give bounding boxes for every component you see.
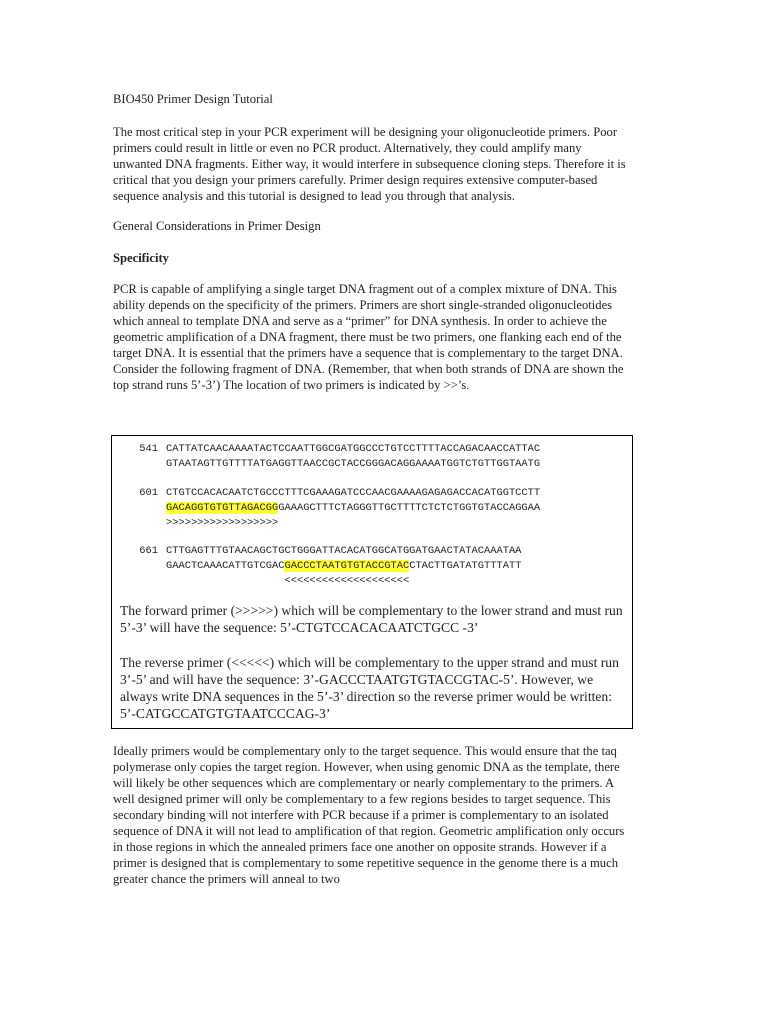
general-considerations-heading: General Considerations in Primer Design [113,219,321,233]
closing-paragraph: Ideally primers would be complementary only to the target sequence. This would ensure that the taq polymerase only copies the target region. However, when using genomic DNA as the template, there will likely be other sequences which are complementary or nearly complementary to the primers. A well designed primer will only be complementary to a few regions besides to target sequence. This secondary binding will not interfere with PCR because if a primer is complementary to an isolated sequence of DNA it will not lead to amplification of that region. Geometric amplification only occurs in those regions in which the annealed primers face one another on opposite strands. However if a primer is designed that is complementary to some repetitive sequence in the genome there is a much greater chance the primers will anneal to two [113,744,625,886]
sequence-bottom-strand [166,501,540,516]
forward-primer-explanation: The forward primer (>>>>>) which will be complementary to the lower strand and must run 5’-3’ will have the sequence: 5’-CTGTCCACACAATCTGCC -3’ [120,603,623,635]
forward-primer-highlight: GACAGGTGTGTTAGACGG [166,502,279,514]
sequence-bottom-strand [166,559,521,574]
reverse-primer-highlight: GACCCTAATGTGTACCGTAC [284,560,410,572]
document-title: BIO450 Primer Design Tutorial [113,92,273,106]
sequence-number: 541 [139,443,158,455]
sequence-top-strand: CATTATCAACAAAATACTCCAATTGGCGATGGCCCTGTCCTTTTACCAGACAACCATTAC [166,443,541,455]
sequence-number: 661 [139,545,158,557]
marker-indent [166,575,284,587]
sequence-bottom-strand-rest: GAAAGCTTTCTAGGGTTGCTTTTCTCTCTGGTGTACCAGGAA [278,502,541,514]
reverse-primer-arrows: <<<<<<<<<<<<<<<<<<<< [284,575,410,587]
specificity-paragraph: PCR is capable of amplifying a single target DNA fragment out of a complex mixture of DNA. This ability depends on the specificity of the primers. Primers are short single-stranded oligonucleotides which anneal to template DNA and serve as a “primer” for DNA synthesis. In order to achieve the geometric amplification of a DNA fragment, there must be two primers, one flanking each end of the target DNA. It is essential that the primers have a sequence that is complementary to the target DNA. Consider the following fragment of DNA. (Remember, that when both strands of DNA are shown the top strand runs 5’-3’) The location of two primers is indicated by >>’s. [113,282,624,392]
intro-paragraph: The most critical step in your PCR experiment will be designing your oligonucleotide primers. Poor primers could result in little or even no PCR product. Alternatively, they could amplify many unwanted DNA fragments. Either way, it would interfere in subsequence cloning steps. Therefore it is critical that you design your primers carefully. Primer design requires extensive computer-based sequence analysis and this tutorial is designed to lead you through that analysis. [113,125,626,203]
reverse-primer-explanation: The reverse primer (<<<<<) which will be complementary to the upper strand and must run 3’-5’ and will have the sequence: 3’-GACCCTAATGTGTACCGTAC-5’. However, we always write DNA sequences in the 5’-3’ direction so the reverse primer would be written: 5’-CATGCCATGTGTAATCCCAG-3’ [120,655,619,721]
forward-primer-marker: >>>>>>>>>>>>>>>>>> [166,517,279,529]
sequence-box [111,435,633,729]
specificity-heading: Specificity [113,251,169,265]
reverse-primer-marker [166,574,409,589]
sequence-top-strand: CTTGAGTTTGTAACAGCTGCTGGGATTACACATGGCATGGATGAACTATACAAATAA [166,545,522,557]
sequence-bottom-strand-pre: GAACTCAAACATTGTCGAC [166,560,285,572]
sequence-number: 601 [139,487,158,499]
sequence-bottom-strand-rest: CTACTTGATATGTTTATT [409,560,522,572]
sequence-top-strand: CTGTCCACACAATCTGCCCTTTCGAAAGATCCCAACGAAAAGAGAGACCACATGGTCCTT [166,487,541,499]
sequence-bottom-strand: GTAATAGTTGTTTTATGAGGTTAACCGCTACCGGGACAGGAAAATGGTCTGTTGGTAATG [166,458,541,470]
